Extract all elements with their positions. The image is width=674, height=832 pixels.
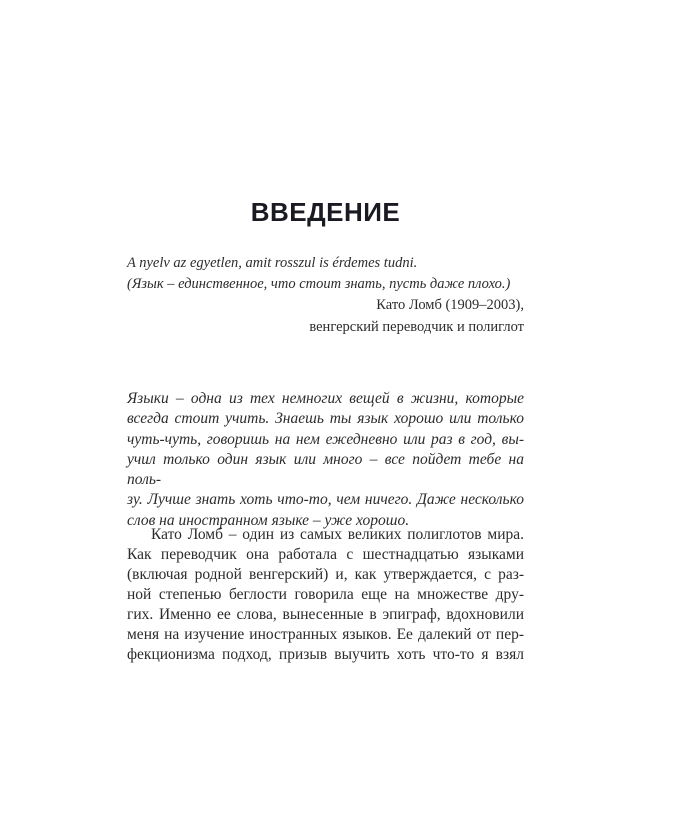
text-line: слов на иностранном языке – уже хорошо. <box>127 511 410 529</box>
text-line: чуть-чуть, говоришь на нем ежедневно или раз в год, вы- <box>127 430 524 448</box>
epigraph-quote <box>127 253 524 295</box>
text-line: Как переводчик она работала с шестнадцатью языками <box>127 546 524 563</box>
text-line: учил только один язык или много – все пойдет тебе на поль- <box>127 450 524 489</box>
body-paragraph <box>127 525 524 665</box>
text-line: меня на изучение иностранных языков. Ее далекий от пер- <box>127 626 524 643</box>
text-line: ной степенью беглости говорила еще на множестве дру- <box>127 586 524 603</box>
epigraph-attribution <box>127 294 524 338</box>
chapter-title: ВВЕДЕНИЕ <box>250 197 401 227</box>
text-line: зу. Лучше знать хоть что-то, чем ничего. Даже несколько <box>127 491 524 509</box>
text-line: гих. Именно ее слова, вынесенные в эпиграф, вдохновили <box>127 606 524 623</box>
text-line: (Язык – единственное, что стоит знать, пусть даже плохо.) <box>127 276 511 292</box>
text-line: всегда стоит учить. Знаешь ты язык хорошо или только <box>127 410 524 428</box>
text-line: (включая родной венгерский) и, как утверждается, с раз- <box>127 566 524 583</box>
text-line: Като Ломб (1909–2003), <box>376 297 524 313</box>
text-line: Като Ломб – один из самых великих полиглотов мира. <box>151 526 524 543</box>
text-line: фекционизма подход, призыв выучить хоть что-то я взял <box>127 646 524 663</box>
lead-paragraph <box>127 389 524 531</box>
text-line: Языки – одна из тех немногих вещей в жизни, которые <box>127 390 524 407</box>
text-line: A nyelv az egyetlen, amit rosszul is érdemes tudni. <box>127 255 418 271</box>
text-line: венгерский переводчик и полиглот <box>309 319 524 335</box>
